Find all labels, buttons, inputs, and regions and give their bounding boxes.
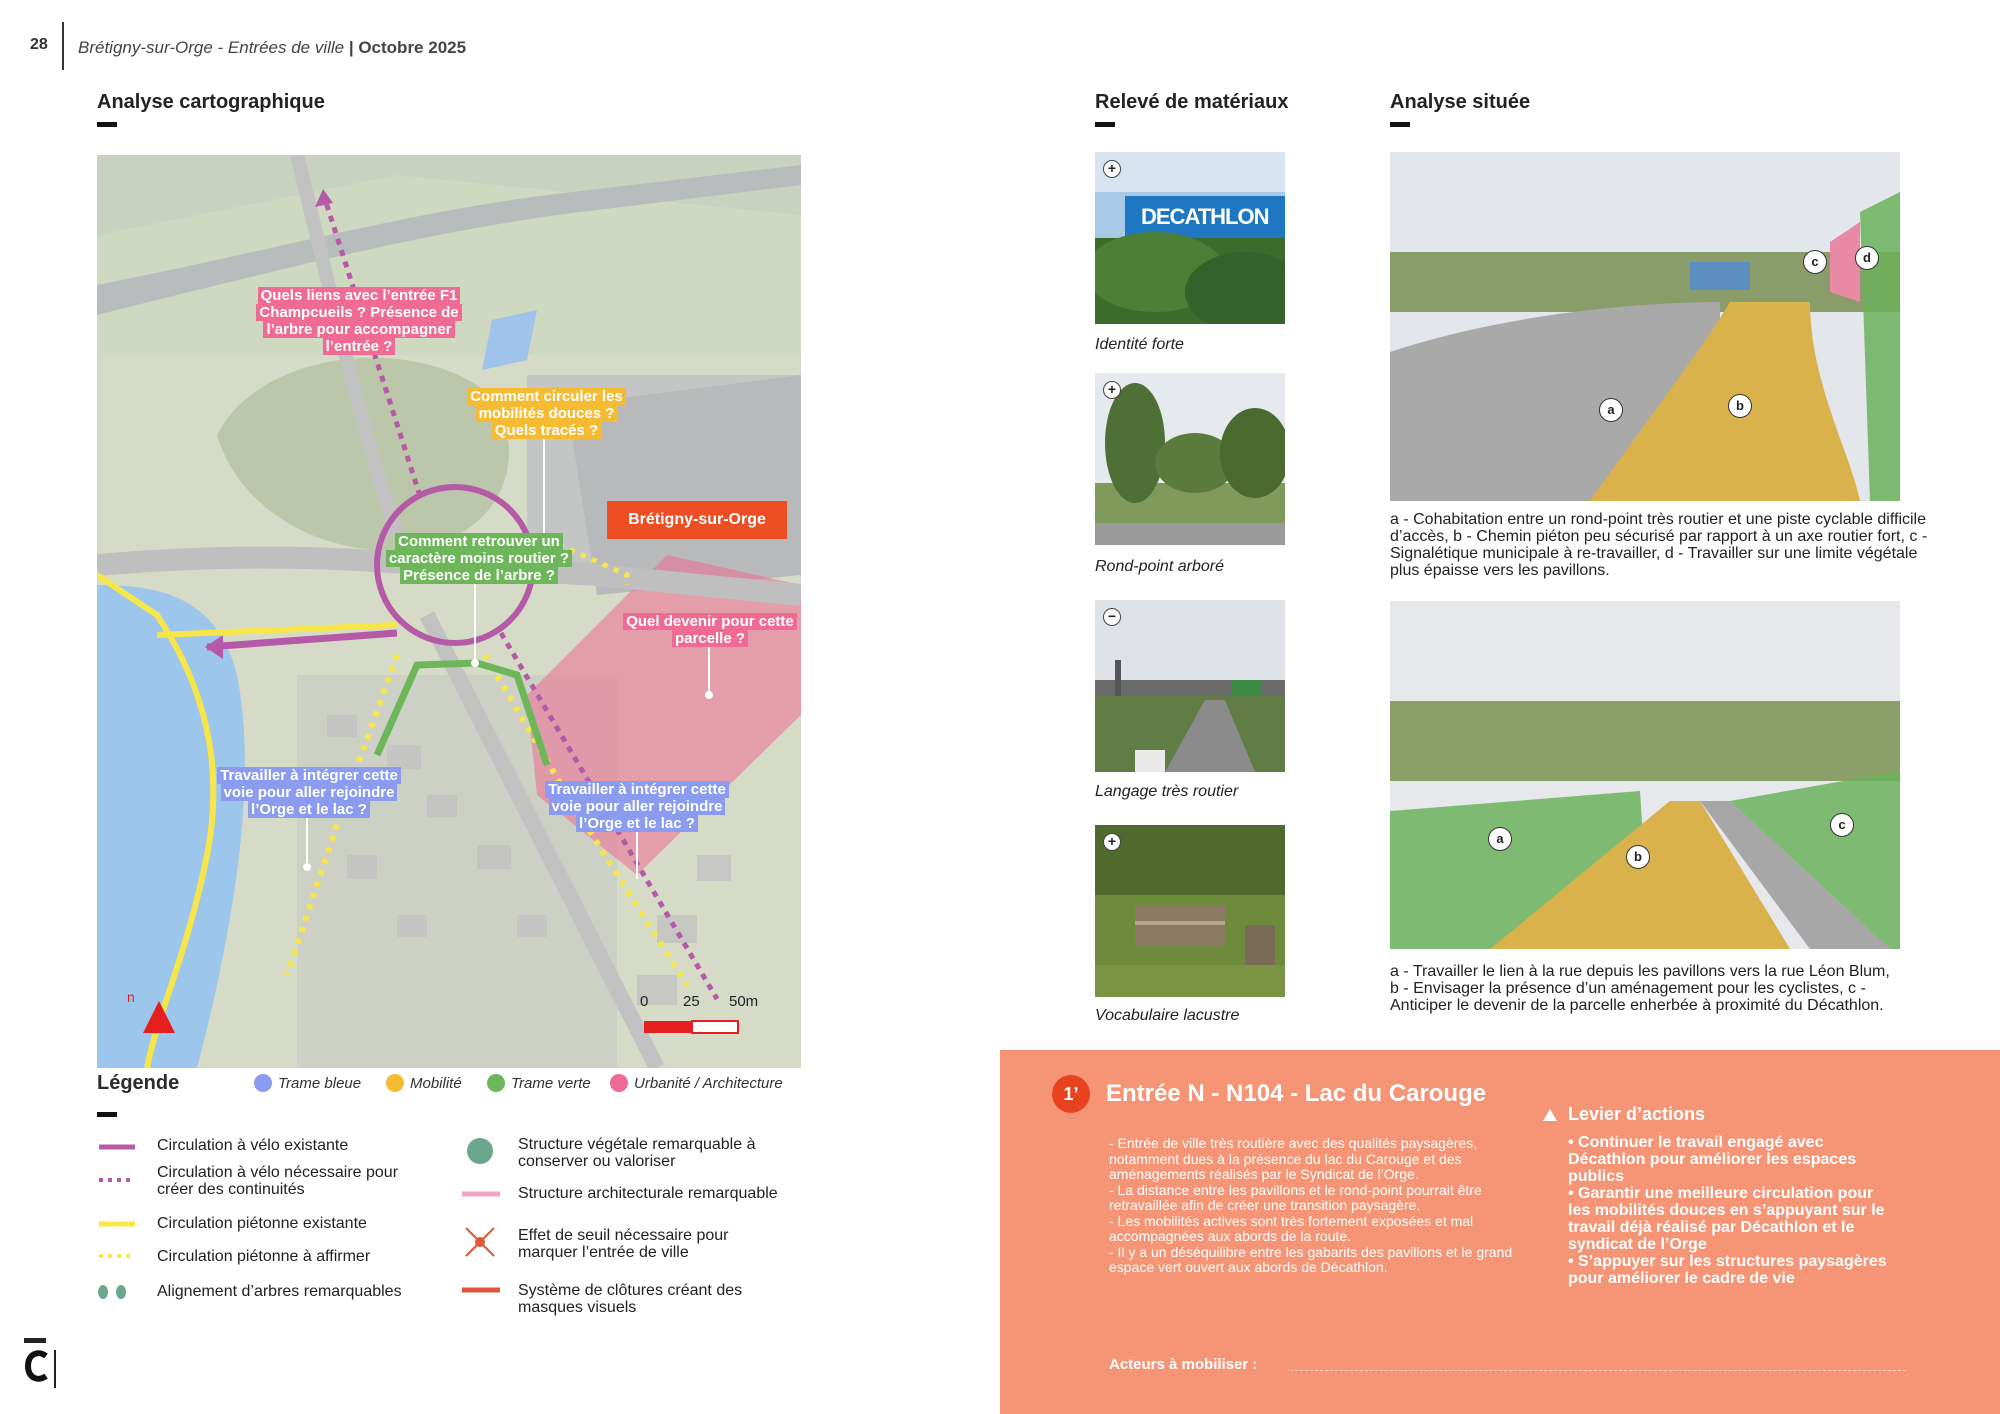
map-label-text: Comment retrouver un caractère moins routier ? Présence de l’arbre ? — [386, 533, 572, 584]
material-photo-lake[interactable] — [1095, 825, 1285, 997]
legend-item-fences: Système de clôtures créant des masques visuels — [518, 1282, 743, 1316]
section-dash — [97, 122, 117, 127]
minus-icon: − — [1103, 608, 1121, 626]
map-label-text: Quel devenir pour cette parcelle ? — [623, 613, 797, 647]
situated-text-2: a - Travailler le lien à la rue depuis les pavillons vers la rue Léon Blum, b - Envisager la présence d’un aménagement pour les cyclistes, c - Anticiper le devenir de la parcelle enherbée à proximité du Décathlon. — [1390, 963, 1890, 1014]
document-title-date: | Octobre 2025 — [348, 38, 467, 57]
yellow-dot-icon — [386, 1074, 404, 1092]
marker-c: c — [1830, 813, 1854, 837]
material-caption: Langage très routier — [1095, 783, 1239, 800]
legend-item-architecture: Structure architecturale remarquable — [518, 1185, 778, 1202]
marker-a: a — [1599, 398, 1623, 422]
map-label-left-way-question — [207, 767, 411, 818]
legend-item-tree-alignment: Alignement d’arbres remarquables — [157, 1283, 402, 1300]
triangle-icon — [1542, 1108, 1558, 1122]
legend-category-label: Urbanité / Architecture — [634, 1074, 783, 1092]
legend-category-blue — [254, 1074, 361, 1092]
logo-icon — [24, 1338, 56, 1390]
pink-dot-icon — [610, 1074, 628, 1092]
legend-category-mobility — [386, 1074, 462, 1092]
situated-section-title: Analyse située — [1390, 91, 1531, 113]
material-photo-decathlon[interactable] — [1095, 152, 1285, 324]
document-title — [78, 38, 466, 58]
acteurs-input-line[interactable] — [1290, 1370, 1906, 1371]
section-dash — [1390, 122, 1410, 127]
scale-label-25: 25 — [683, 993, 700, 1010]
legend-item-bike-needed: Circulation à vélo nécessaire pour créer des continuités — [157, 1164, 399, 1198]
description-line: - Il y a un déséquilibre entre les gabarits des pavillons et le grand espace vert ouvert aux abords de Décathlon. — [1109, 1243, 1513, 1275]
aerial-map[interactable] — [97, 155, 801, 1068]
levier-item: • S’appuyer sur les structures paysagères pour améliorer le cadre de vie — [1568, 1253, 1887, 1287]
levier-item: • Continuer le travail engagé avec Décathlon pour améliorer les espaces publics — [1568, 1134, 1857, 1185]
legend-item-threshold: Effet de seuil nécessaire pour marquer l’entrée de ville — [518, 1227, 729, 1261]
legend-category-label: Trame verte — [511, 1074, 591, 1092]
description-line: - Entrée de ville très routière avec des qualités paysagères, notamment dues à la présence du lac du Carouge et des aménagements réalisés par le Syndicat de l’Orge. — [1109, 1135, 1478, 1182]
material-photo-road[interactable] — [1095, 600, 1285, 772]
photo-road-graphic — [1095, 600, 1285, 772]
green-dot-icon — [487, 1074, 505, 1092]
map-section-title: Analyse cartographique — [97, 91, 325, 113]
panel-title: Entrée N - N104 - Lac du Carouge — [1106, 1080, 1487, 1107]
map-label-text: Quels liens avec l’entrée F1 Champcueils ? Présence de l’arbre pour accompagner l’entrée ? — [256, 287, 461, 355]
map-label-mobility-question — [457, 388, 636, 439]
material-caption: Identité forte — [1095, 336, 1184, 353]
section-dash — [1095, 122, 1115, 127]
situated-photo-2[interactable] — [1390, 601, 1900, 949]
description-line: - La distance entre les pavillons et le rond-point pourrait être retravaillée afin de créer une transition paysagère. — [1109, 1181, 1482, 1213]
legend-item-green-structure: Structure végétale remarquable à conserver ou valoriser — [518, 1136, 756, 1170]
legend-symbols-left — [97, 1140, 137, 1300]
blue-dot-icon — [254, 1074, 272, 1092]
legend-item-walk-affirm: Circulation piétonne à affirmer — [157, 1248, 371, 1265]
scale-label-0: 0 — [640, 993, 649, 1010]
acteurs-label: Acteurs à mobiliser : — [1109, 1356, 1258, 1373]
legend-category-green — [487, 1074, 591, 1092]
levier-list — [1568, 1134, 1898, 1287]
material-photo-roundabout[interactable] — [1095, 373, 1285, 545]
marker-a: a — [1488, 827, 1512, 851]
situated-text-1: a - Cohabitation entre un rond-point très routier et une piste cyclable difficile d’accès, b - Chemin piéton peu sécurisé par rapport à un axe routier fort, c - Signalétique municipale à re-travailler, d - Travailler sur une limite végétale plus épaisse vers les pavillons. — [1390, 511, 1928, 579]
document-title-italic: Brétigny-sur-Orge - Entrées de ville — [78, 38, 345, 57]
material-caption: Rond-point arboré — [1095, 558, 1224, 575]
photo-roundabout-graphic — [1095, 373, 1285, 545]
situated-photo-1-graphic — [1390, 152, 1900, 501]
levier-title: Levier d’actions — [1568, 1104, 1706, 1124]
legend-symbols-right — [460, 1134, 504, 1334]
panel-description — [1109, 1136, 1519, 1276]
map-label-parcel-question — [613, 613, 801, 647]
legend-item-bike-existing: Circulation à vélo existante — [157, 1137, 349, 1154]
scale-label-50m: 50m — [729, 993, 759, 1010]
situated-photo-2-graphic — [1390, 601, 1900, 949]
action-panel — [1000, 1050, 2000, 1414]
legend-title: Légende — [97, 1072, 180, 1094]
plus-icon: + — [1103, 381, 1121, 399]
photo-lake-graphic — [1095, 825, 1285, 997]
map-label-right-way-question — [535, 781, 739, 832]
plus-icon: + — [1103, 833, 1121, 851]
section-dash — [97, 1112, 117, 1117]
legend-category-urbanity — [610, 1074, 783, 1092]
map-label-text: Travailler à intégrer cette voie pour aller rejoindre l’Orge et le lac ? — [217, 767, 401, 818]
materials-section-title: Relevé de matériaux — [1095, 91, 1289, 113]
decathlon-sign: DECATHLON — [1141, 204, 1269, 229]
photo-decathlon-graphic — [1095, 152, 1285, 324]
legend-item-walk-existing: Circulation piétonne existante — [157, 1215, 367, 1232]
page-number: 28 — [30, 36, 48, 53]
legend-category-label: Mobilité — [410, 1074, 462, 1092]
entry-badge: 1’ — [1052, 1075, 1090, 1113]
north-label: n — [127, 989, 135, 1005]
marker-b: b — [1728, 394, 1752, 418]
map-label-text: Comment circuler les mobilités douces ? Quels tracés ? — [467, 388, 626, 439]
plus-icon: + — [1103, 160, 1121, 178]
marker-b: b — [1626, 845, 1650, 869]
header-divider — [62, 22, 64, 70]
legend-category-label: Trame bleue — [278, 1074, 362, 1092]
town-label: Brétigny-sur-Orge — [607, 501, 787, 539]
levier-item: • Garantir une meilleure circulation pour les mobilités douces en s’appuyant sur le travail déjà réalisé par Décathlon et le syndicat de l’Orge — [1568, 1185, 1885, 1253]
situated-photo-1[interactable] — [1390, 152, 1900, 501]
map-label-roundabout-question — [377, 533, 581, 584]
map-label-text: Travailler à intégrer cette voie pour aller rejoindre l’Orge et le lac ? — [545, 781, 729, 832]
material-caption: Vocabulaire lacustre — [1095, 1007, 1240, 1024]
description-line: - Les mobilités actives sont très fortement exposées et mal accompagnées aux abords de la route. — [1109, 1212, 1474, 1244]
map-label-f1-question — [247, 287, 471, 355]
marker-c: c — [1803, 250, 1827, 274]
marker-d: d — [1855, 246, 1879, 270]
